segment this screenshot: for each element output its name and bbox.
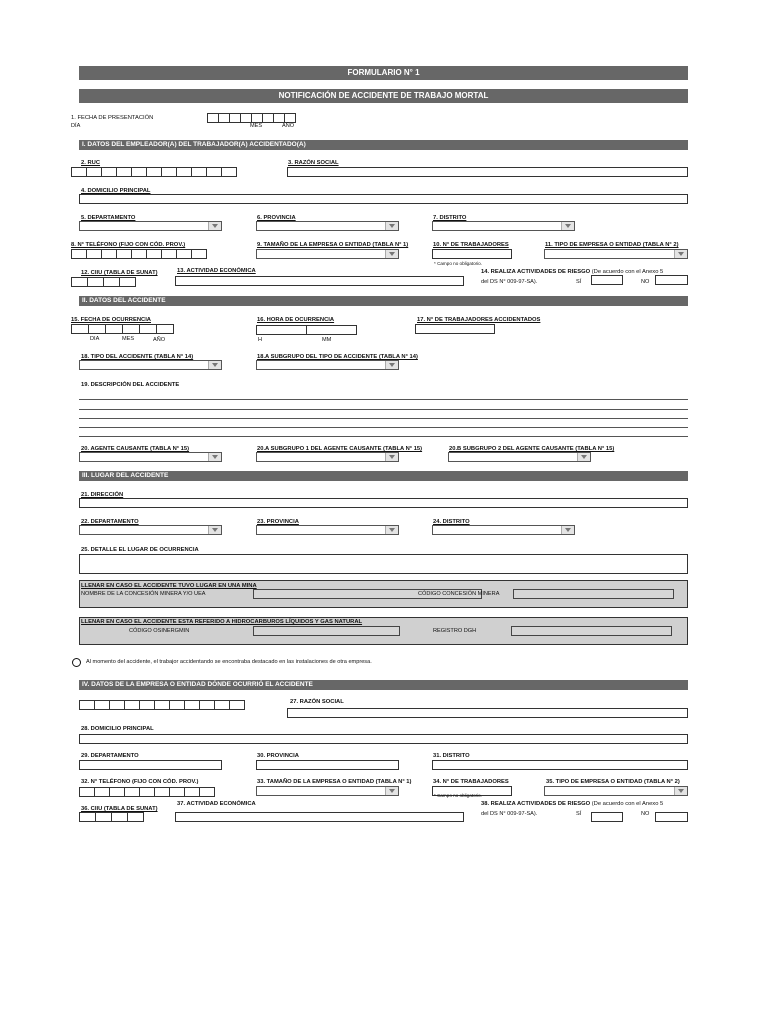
riesgo-no-box[interactable] [655, 275, 688, 285]
distrito4-input[interactable] [432, 760, 688, 770]
chevron-down-icon [561, 222, 574, 230]
mina-title: LLENAR EN CASO EL ACCIDENTE TUVO LUGAR EN UNA MINA [81, 583, 257, 589]
actividad4-input[interactable] [175, 812, 464, 822]
agente-select[interactable] [79, 452, 222, 462]
chevron-down-icon [385, 222, 398, 230]
riesgo4-label-text: 38. REALIZA ACTIVIDADES DE RIESGO [481, 801, 591, 807]
domicilio-label: 4. DOMICILIO PRINCIPAL [81, 188, 151, 194]
detalle-label: 25. DETALLE EL LUGAR DE OCURRENCIA [81, 547, 199, 553]
n-trabajadores-label: 10. N° DE TRABAJADORES [433, 242, 509, 248]
riesgo-si-box[interactable] [591, 275, 623, 285]
chevron-down-icon [385, 361, 398, 369]
domicilio4-label: 28. DOMICILIO PRINCIPAL [81, 726, 154, 732]
provincia4-label: 30. PROVINCIA [257, 753, 299, 759]
provincia4-input[interactable] [256, 760, 399, 770]
tipo-accidente-select[interactable] [79, 360, 222, 370]
actividad-input[interactable] [175, 276, 464, 286]
telefono4-cells[interactable] [79, 787, 214, 797]
tipo-accidente-label: 18. TIPO DEL ACCIDENTE (TABLA N° 14) [81, 354, 194, 360]
domicilio-input[interactable] [79, 194, 688, 204]
mes-label: MES [250, 123, 263, 129]
tamano4-select[interactable] [256, 786, 399, 796]
riesgo4-note: (De acuerdo con el Anexo 5 [591, 801, 664, 807]
agente-label: 20. AGENTE CAUSANTE (TABLA N° 15) [81, 446, 190, 452]
detalle-input[interactable] [79, 554, 688, 574]
mina-panel [79, 580, 688, 608]
subgrupo2-select[interactable] [448, 452, 591, 462]
ciiu4-cells[interactable] [79, 812, 143, 822]
si-label: SÍ [576, 279, 582, 285]
domicilio4-input[interactable] [79, 734, 688, 744]
provincia3-label: 23. PROVINCIA [257, 519, 299, 525]
descripcion-line-2[interactable] [79, 409, 688, 410]
distrito-label: 7. DISTRITO [433, 215, 467, 221]
departamento3-label: 22. DEPARTAMENTO [81, 519, 139, 525]
riesgo4-label [481, 801, 663, 807]
campo-no-obligatorio: * Campo no obligatorio. [434, 261, 483, 266]
chevron-down-icon [208, 453, 221, 461]
section-3-title: III. LUGAR DEL ACCIDENTE [79, 471, 688, 481]
mina-codigo-label: CÓDIGO CONCESIÓN MINERA [418, 591, 500, 597]
razon4-label: 27. RAZÓN SOCIAL [290, 699, 344, 705]
tamano-select[interactable] [256, 249, 399, 259]
razon-social-input[interactable] [287, 167, 688, 177]
anio-label: AÑO [282, 123, 295, 129]
dia2-label: DIA [90, 336, 100, 342]
actividad-label: 13. ACTIVIDAD ECONÓMICA [177, 268, 256, 274]
telefono-cells[interactable] [71, 249, 206, 259]
provincia3-select[interactable] [256, 525, 399, 535]
direccion-input[interactable] [79, 498, 688, 508]
riesgo4-no-box[interactable] [655, 812, 688, 822]
fecha-presentacion-cells[interactable] [207, 113, 295, 123]
subgrupo1-label: 20.A SUBGRUPO 1 DEL AGENTE CAUSANTE (TABLA N° 15) [257, 446, 423, 452]
descripcion-line-1[interactable] [79, 399, 688, 400]
n-trabajadores4-label: 34. N° DE TRABAJADORES [433, 779, 509, 785]
chevron-down-icon [208, 361, 221, 369]
section-4-title: IV. DATOS DE LA EMPRESA O ENTIDAD DÓNDE OCURRIÓ EL ACCIDENTE [79, 680, 688, 690]
departamento-select[interactable] [79, 221, 222, 231]
riesgo4-si-box[interactable] [591, 812, 623, 822]
descripcion-line-4[interactable] [79, 427, 688, 428]
form-title: FORMULARIO N° 1 [79, 66, 688, 80]
descripcion-line-5[interactable] [79, 436, 688, 437]
subgrupo1-select[interactable] [256, 452, 399, 462]
distrito3-label: 24. DISTRITO [433, 519, 470, 525]
subgrupo-tipo-label: 18.A SUBGRUPO DEL TIPO DE ACCIDENTE (TABLA N° 14) [257, 354, 418, 360]
h-label: H [258, 337, 263, 343]
telefono-label: 8. N° TELÉFONO (FIJO CON CÓD. PROV.) [71, 242, 186, 248]
destacado-radio[interactable] [72, 658, 81, 667]
mm-label: MM [322, 337, 332, 343]
chevron-down-icon [385, 787, 398, 795]
mina-codigo-input[interactable] [513, 589, 674, 599]
chevron-down-icon [208, 222, 221, 230]
distrito4-label: 31. DISTRITO [433, 753, 470, 759]
chevron-down-icon [208, 526, 221, 534]
destacado-text: Al momento del accidente, el trabajor accidentando se encontraba destacado en las instalaciones de otra empresa. [86, 659, 372, 665]
hora-cells[interactable] [256, 325, 356, 335]
razon-social-label: 3. RAZÓN SOCIAL [288, 160, 339, 166]
razon4-input[interactable] [287, 708, 688, 718]
n-trabajadores-input[interactable] [432, 249, 512, 259]
riesgo-label [481, 269, 663, 275]
ciiu-label: 12. CIIU (TABLA DE SUNAT) [81, 270, 158, 276]
riesgo-label-text: 14. REALIZA ACTIVIDADES DE RIESGO [481, 269, 591, 275]
provincia-label: 6. PROVINCIA [257, 215, 296, 221]
ciiu-cells[interactable] [71, 277, 135, 287]
dia-label: DÍA [71, 123, 81, 129]
ciiu4-label: 36. CIIU (TABLA DE SUNAT) [81, 806, 158, 812]
descripcion-label: 19. DESCRIPCIÓN DEL ACCIDENTE [81, 382, 180, 388]
n-accidentados-label: 17. N° DE TRABAJADORES ACCIDENTADOS [417, 317, 541, 323]
descripcion-line-3[interactable] [79, 418, 688, 419]
riesgo4-ds: del DS N° 009-97-SA). [481, 811, 538, 817]
hidro-title: LLENAR EN CASO EL ACCIDENTE ESTA REFERIDO A HIDROCARBUROS LÍQUIDOS Y GAS NATURAL [81, 619, 363, 625]
tamano4-label: 33. TAMAÑO DE LA EMPRESA O ENTIDAD (TABLA N° 1) [257, 779, 412, 785]
chevron-down-icon [674, 250, 687, 258]
hidro-codigo-input[interactable] [253, 626, 400, 636]
direccion-label: 21. DIRECCIÓN [81, 492, 124, 498]
provincia-select[interactable] [256, 221, 399, 231]
distrito3-select[interactable] [432, 525, 575, 535]
tipo-empresa-select[interactable] [544, 249, 688, 259]
subgrupo-tipo-select[interactable] [256, 360, 399, 370]
fecha-presentacion-label: 1. FECHA DE PRESENTACIÓN [71, 115, 154, 121]
riesgo-note: (De acuerdo con el Anexo 5 [591, 269, 664, 275]
fecha-ocurrencia-label: 15. FECHA DE OCURRENCIA [71, 317, 151, 323]
distrito-select[interactable] [432, 221, 575, 231]
ruc-cells[interactable] [71, 167, 236, 177]
n-accidentados-input[interactable] [415, 324, 495, 334]
ruc-label: 2. RUC [81, 160, 101, 166]
si4-label: SÍ [576, 811, 582, 817]
ruc4-cells[interactable] [79, 700, 244, 710]
actividad4-label: 37. ACTIVIDAD ECONÓMICA [177, 801, 256, 807]
riesgo-ds: del DS N° 009-97-SA). [481, 279, 538, 285]
hora-label: 16. HORA DE OCURRENCIA [257, 317, 335, 323]
section-1-title: I. DATOS DEL EMPLEADOR(A) DEL TRABAJADOR(A) ACCIDENTADO(A) [79, 140, 688, 150]
tipo-empresa4-select[interactable] [544, 786, 688, 796]
mes2-label: MES [122, 336, 135, 342]
tamano-label: 9. TAMAÑO DE LA EMPRESA O ENTIDAD (TABLA N° 1) [257, 242, 409, 248]
telefono4-label: 32. N° TELÉFONO (FIJO CON CÓD. PROV.) [81, 779, 199, 785]
departamento3-select[interactable] [79, 525, 222, 535]
mina-nombre-label: NOMBRE DE LA CONCESIÓN MINERA Y/O UEA [81, 591, 206, 597]
hidro-codigo-label: CÓDIGO OSINERGMIN [129, 628, 190, 634]
hidrocarburos-panel [79, 617, 688, 645]
chevron-down-icon [674, 787, 687, 795]
subgrupo2-label: 20.B SUBGRUPO 2 DEL AGENTE CAUSANTE (TABLA N° 15) [449, 446, 615, 452]
no4-label: NO [641, 811, 650, 817]
anio2-label: AÑO [153, 337, 166, 343]
departamento4-label: 29. DEPARTAMENTO [81, 753, 139, 759]
fecha-ocurrencia-cells[interactable] [71, 324, 173, 334]
chevron-down-icon [385, 526, 398, 534]
chevron-down-icon [561, 526, 574, 534]
departamento4-input[interactable] [79, 760, 222, 770]
chevron-down-icon [385, 250, 398, 258]
tipo-empresa-label: 11. TIPO DE EMPRESA O ENTIDAD (TABLA N° 2) [545, 242, 679, 248]
no-label: NO [641, 279, 650, 285]
tipo-empresa4-label: 35. TIPO DE EMPRESA O ENTIDAD (TABLA N° 2) [546, 779, 680, 785]
chevron-down-icon [577, 453, 590, 461]
hidro-registro-input[interactable] [511, 626, 672, 636]
hidro-registro-label: REGISTRO DGH [433, 628, 477, 634]
form-subtitle: NOTIFICACIÓN DE ACCIDENTE DE TRABAJO MORTAL [79, 89, 688, 103]
campo4-no-obligatorio: * Campo no obligatorio. [434, 793, 483, 798]
chevron-down-icon [385, 453, 398, 461]
departamento-label: 5. DEPARTAMENTO [81, 215, 136, 221]
section-2-title: II. DATOS DEL ACCIDENTE [79, 296, 688, 306]
